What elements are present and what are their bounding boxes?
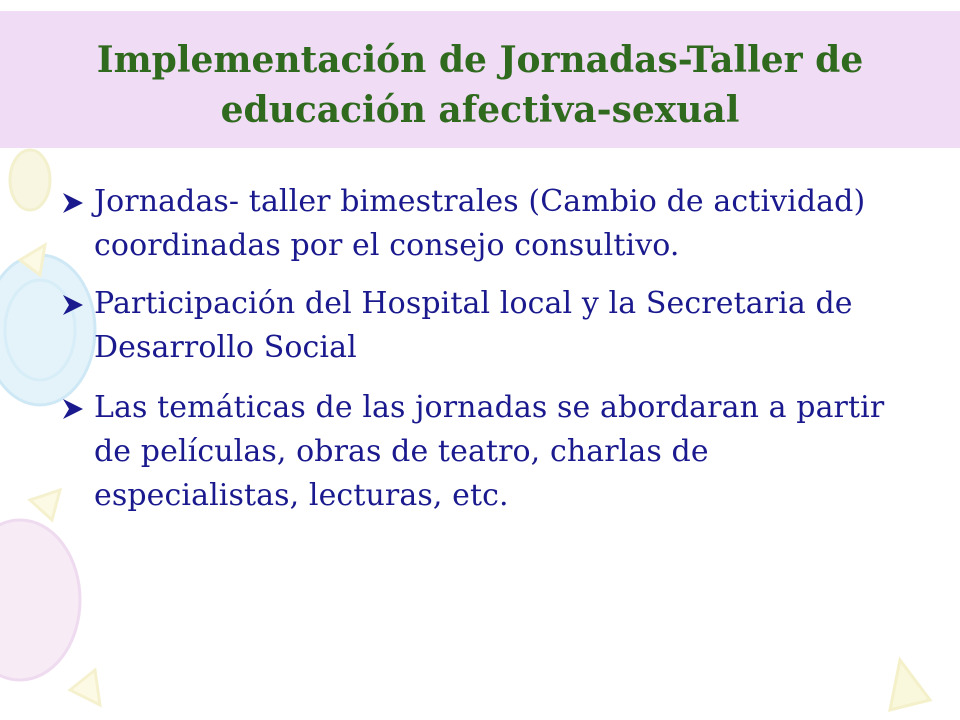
bullet-item <box>60 180 920 268</box>
bullet-text: Participación del Hospital local y la Secretaria de Desarrollo Social <box>94 286 853 365</box>
bullet-item <box>60 386 920 518</box>
bullet-item <box>60 282 920 370</box>
arrow-bullet-icon <box>60 190 86 216</box>
arrow-bullet-icon <box>60 396 86 422</box>
title-band <box>0 11 960 148</box>
bullet-text: Jornadas- taller bimestrales (Cambio de actividad) coordinadas por el consejo consultivo. <box>94 184 866 263</box>
bullet-list <box>60 180 920 532</box>
arrow-bullet-icon <box>60 292 86 318</box>
bullet-text: Las temáticas de las jornadas se abordaran a partir de películas, obras de teatro, charlas de especialistas, lecturas, etc. <box>94 390 885 513</box>
slide-title: Implementación de Jornadas-Taller de educación afectiva-sexual <box>96 39 864 131</box>
